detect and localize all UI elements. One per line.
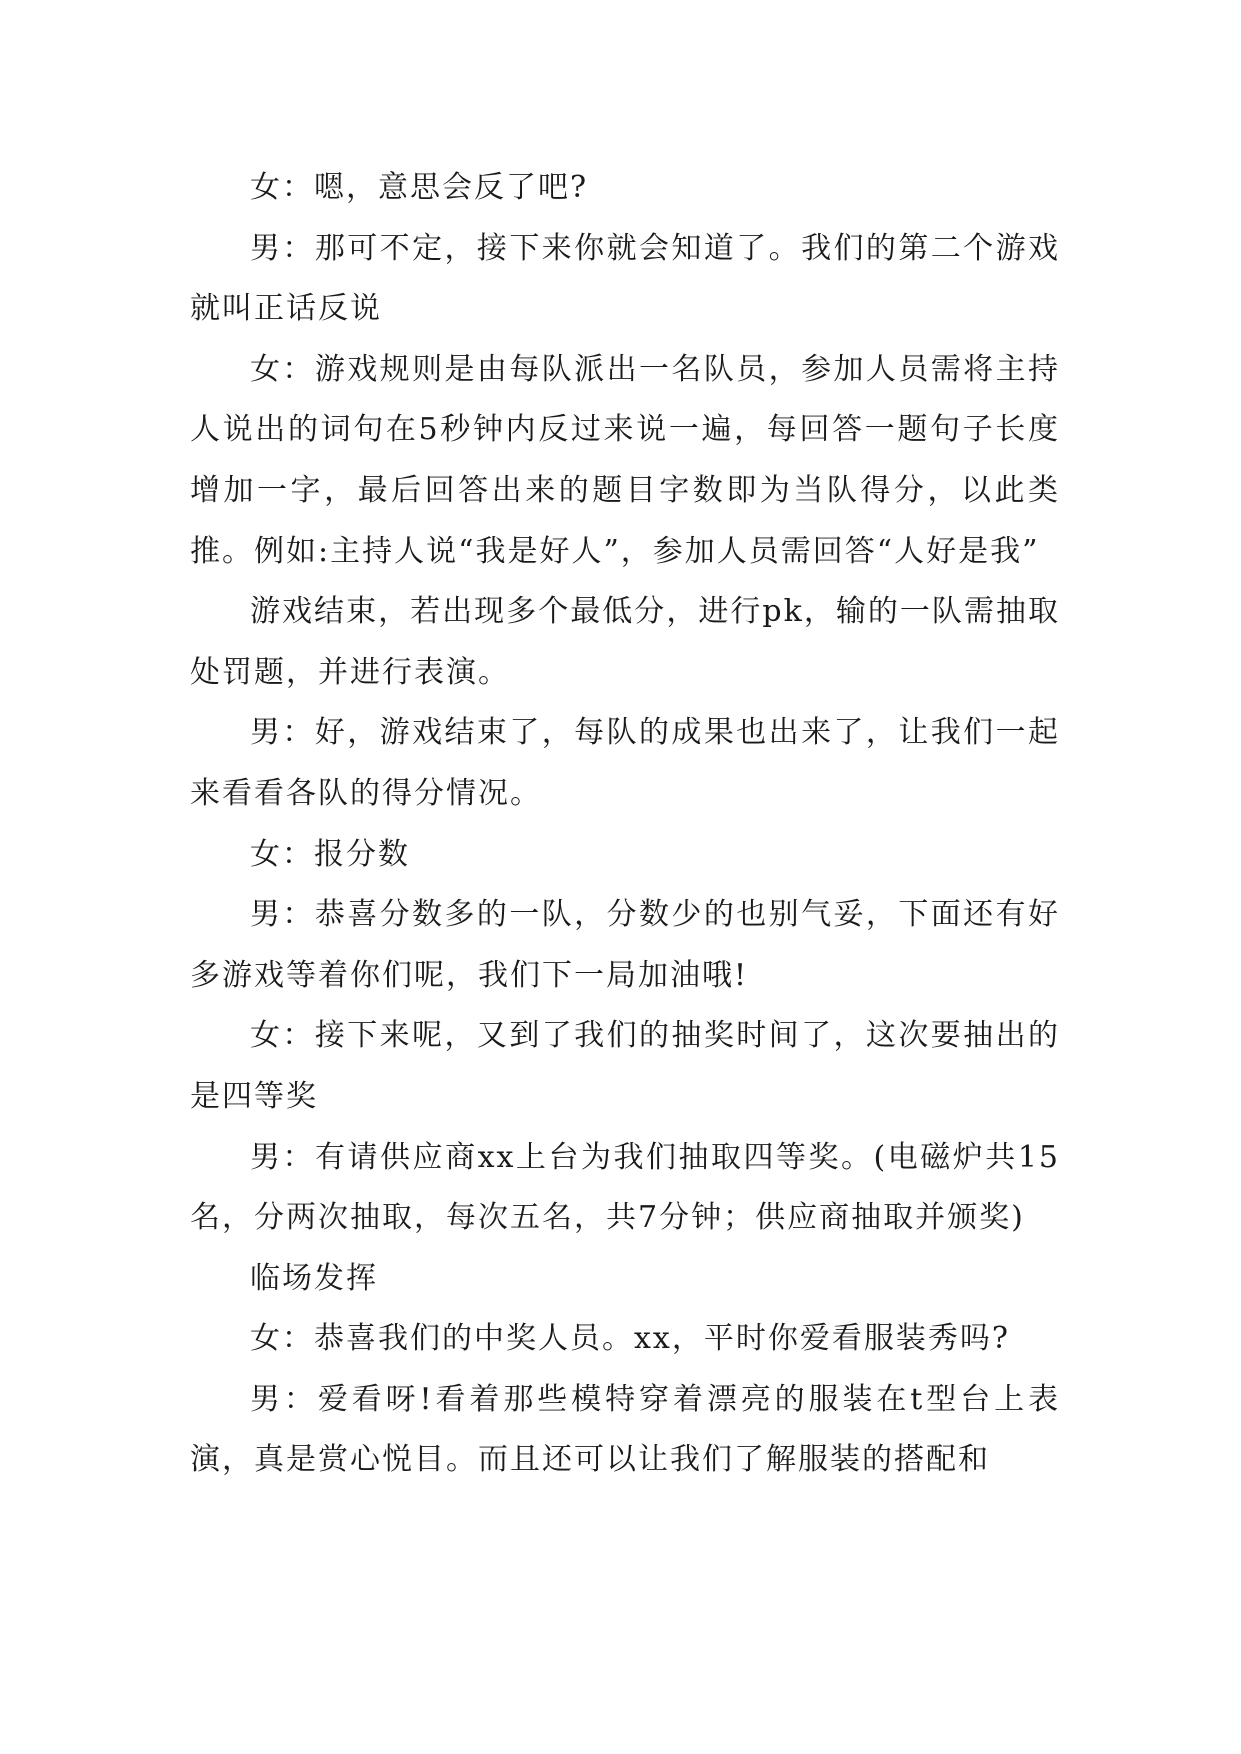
paragraph: 男：爱看呀!看着那些模特穿着漂亮的服装在t型台上表演，真是赏心悦目。而且还可以让我们了解服装的搭配和 [190,1381,1060,1478]
paragraph: 女：报分数 [250,836,410,872]
paragraph: 男：恭喜分数多的一队，分数少的也别气妥，下面还有好多游戏等着你们呢，我们下一局加油哦! [190,897,1060,993]
document-body [190,158,1060,1491]
paragraph: 女：恭喜我们的中奖人员。xx，平时你爱看服装秀吗? [250,1321,1010,1357]
paragraph: 游戏结束，若出现多个最低分，进行pk，输的一队需抽取处罚题，并进行表演。 [190,594,1060,690]
paragraph: 女：嗯，意思会反了吧? [250,170,589,205]
paragraph: 男：好，游戏结束了，每队的成果也出来了，让我们一起来看看各队的得分情况。 [190,715,1060,811]
paragraph: 男：有请供应商xx上台为我们抽取四等奖。(电磁炉共15名，分两次抽取，每次五名，共7分钟；供应商抽取并颁奖) [190,1139,1060,1236]
paragraph: 临场发挥 [250,1260,378,1296]
paragraph: 女：游戏规则是由每队派出一名队员，参加人员需将主持人说出的词句在5秒钟内反过来说一遍，每回答一题句子长度增加一字，最后回答出来的题目字数即为当队得分，以此类推。例如:主持人说“我是好人”，参加人员需回答“人好是我” [190,351,1060,569]
paragraph: 男：那可不定，接下来你就会知道了。我们的第二个游戏就叫正话反说 [190,230,1060,327]
paragraph: 女：接下来呢，又到了我们的抽奖时间了，这次要抽出的是四等奖 [190,1018,1060,1114]
